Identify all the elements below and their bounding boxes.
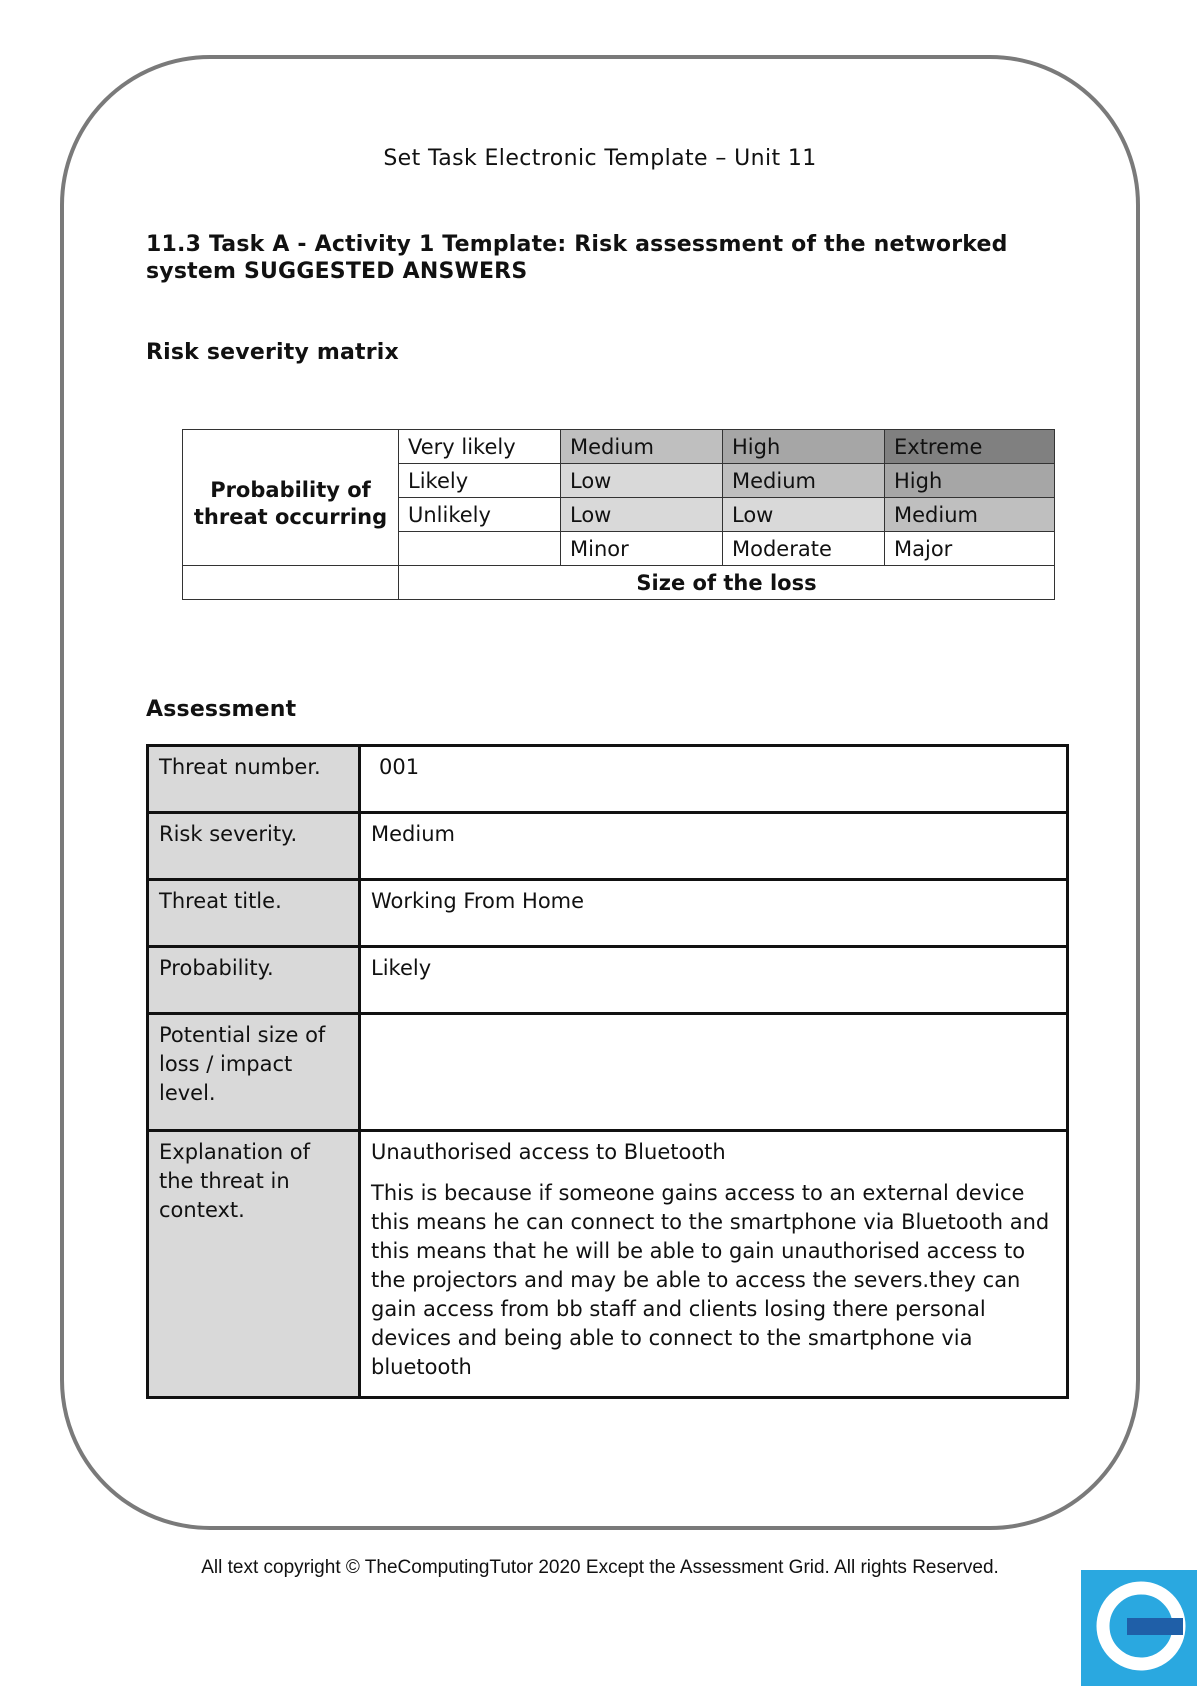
severity-cell: Low [561,498,723,532]
matrix-row-very-likely [183,430,1055,464]
assessment-heading: Assessment [146,697,297,722]
size-of-loss-label: Size of the loss [399,566,1055,600]
field-label: Probability. [148,947,360,1014]
explanation-title: Unauthorised access to Bluetooth [371,1140,726,1164]
severity-cell: Medium [885,498,1055,532]
severity-cell: Low [561,464,723,498]
size-column-label: Major [885,532,1055,566]
threat-number-value: 001 [360,746,1068,813]
assessment-row-threat-number [148,746,1068,813]
empty-cell [399,532,561,566]
assessment-row-risk-severity [148,813,1068,880]
row-label: Likely [399,464,561,498]
field-label: Threat title. [148,880,360,947]
assessment-row-threat-title [148,880,1068,947]
row-label: Unlikely [399,498,561,532]
copyright-footer: All text copyright © TheComputingTutor 2020 Except the Assessment Grid. All rights Reserved. [201,1557,999,1578]
risk-severity-matrix [182,429,1055,600]
field-label: Risk severity. [148,813,360,880]
probability-label: Probability of threat occurring [183,430,399,566]
risk-severity-value: Medium [360,813,1068,880]
threat-title-value: Working From Home [360,880,1068,947]
row-label: Very likely [399,430,561,464]
assessment-row-explanation [148,1131,1068,1398]
field-label: Explanation of the threat in context. [148,1131,360,1398]
severity-cell: Extreme [885,430,1055,464]
matrix-row-size-label [183,566,1055,600]
empty-cell [183,566,399,600]
field-label: Potential size of loss / impact level. [148,1014,360,1131]
severity-cell: Low [723,498,885,532]
severity-cell: Medium [561,430,723,464]
document-title: Set Task Electronic Template – Unit 11 [383,146,817,171]
impact-value [360,1014,1068,1131]
risk-matrix-heading: Risk severity matrix [146,340,399,365]
assessment-row-impact [148,1014,1068,1131]
severity-cell: Medium [723,464,885,498]
assessment-table [146,744,1069,1399]
assessment-row-probability [148,947,1068,1014]
size-column-label: Moderate [723,532,885,566]
computing-tutor-logo-icon [1081,1570,1197,1686]
probability-value: Likely [360,947,1068,1014]
severity-cell: High [885,464,1055,498]
field-label: Threat number. [148,746,360,813]
size-column-label: Minor [561,532,723,566]
task-heading: 11.3 Task A - Activity 1 Template: Risk assessment of the networked system SUGGESTED ANSWERS [146,232,1008,284]
explanation-body: This is because if someone gains access to an external device this means he can connect to the smartphone via Bluetooth and this means that he will be able to gain unauthorised access to the projectors and may be able to access the severs.they can gain access from bb staff and clients losing there personal devices and being able to connect to the smartphone via bluetooth [371,1181,1050,1379]
explanation-cell [360,1131,1068,1398]
severity-cell: High [723,430,885,464]
